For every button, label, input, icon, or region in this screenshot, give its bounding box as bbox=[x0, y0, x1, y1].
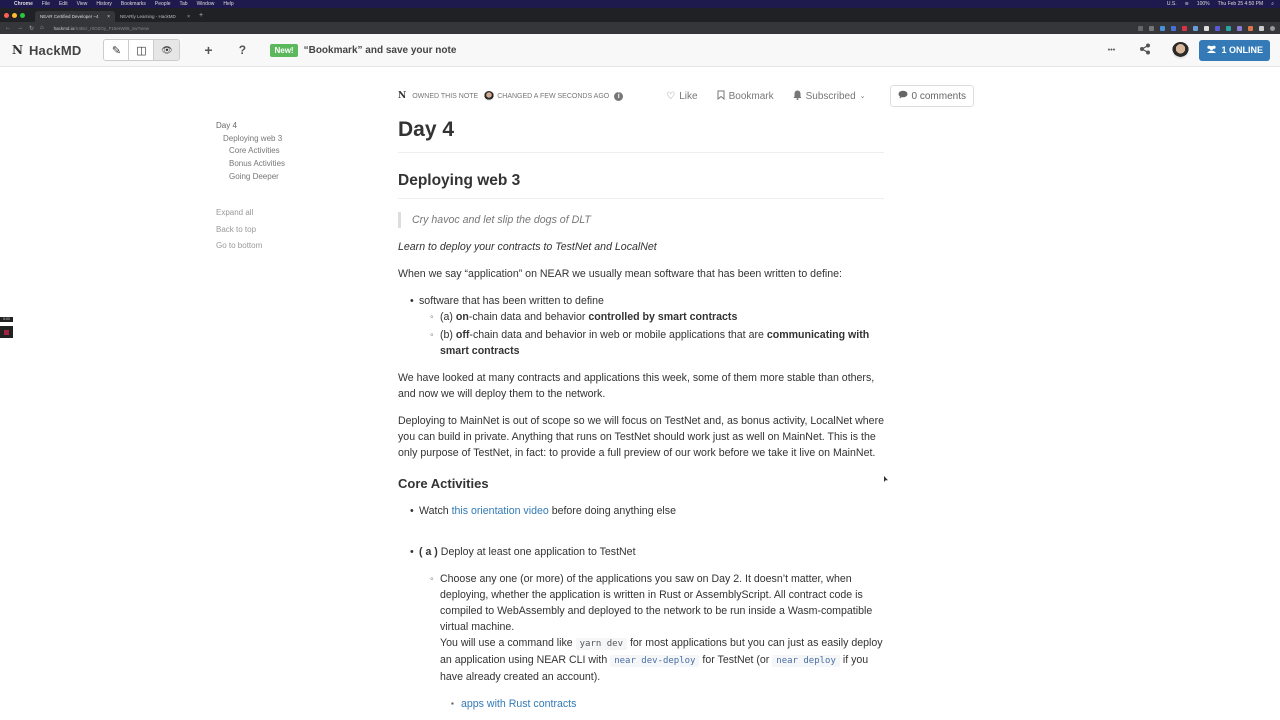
paragraph-mainnet: Deploying to MainNet is out of scope so we will focus on TestNet and, as bonus activity, LocalNet where you can build in private. Anything that runs on TestNet should work just as well on MainNet. This is the only purpose of TestNet, in fact: to provide a full preview of our work before we take it live on MainNet. bbox=[398, 415, 884, 459]
menu-view[interactable]: View bbox=[76, 1, 88, 7]
item-text: -chain data and behavior in web or mobile applications that are bbox=[469, 329, 767, 341]
heading-core-activities: Core Activities bbox=[398, 476, 489, 491]
item-prefix: (b) bbox=[440, 329, 456, 341]
sub-list bbox=[419, 309, 884, 359]
extension-icon[interactable] bbox=[1248, 26, 1253, 31]
extension-icon[interactable] bbox=[1171, 26, 1176, 31]
item-text: for TestNet (or bbox=[699, 654, 773, 666]
zoom-window-button[interactable] bbox=[20, 13, 25, 18]
menu-help[interactable]: Help bbox=[223, 1, 234, 7]
browser-tabstrip bbox=[0, 8, 1280, 22]
item-text: Watch bbox=[419, 505, 452, 517]
menu-app[interactable]: Chrome bbox=[14, 1, 33, 7]
status-area bbox=[1167, 1, 1274, 7]
extension-icon[interactable] bbox=[1182, 26, 1187, 31]
list-item bbox=[419, 293, 884, 359]
menu-edit[interactable]: Edit bbox=[58, 1, 68, 7]
forward-icon[interactable]: → bbox=[17, 25, 23, 31]
list-item-watch bbox=[419, 503, 884, 519]
online-count: 1 ONLINE bbox=[1221, 45, 1263, 55]
extension-icon[interactable] bbox=[1215, 26, 1220, 31]
near-logo-icon: N bbox=[12, 43, 23, 57]
url-host: hackmd.io bbox=[53, 25, 75, 31]
users-icon bbox=[1206, 45, 1217, 56]
share-icon[interactable] bbox=[1128, 43, 1162, 58]
back-icon[interactable]: ← bbox=[5, 25, 11, 31]
editor-avatar bbox=[484, 91, 494, 101]
go-to-bottom-link[interactable]: Go to bottom bbox=[216, 241, 263, 251]
new-note-button[interactable]: + bbox=[204, 42, 213, 58]
announcement-link[interactable]: “Bookmark” and save your note bbox=[303, 44, 457, 56]
comments-count: 0 comments bbox=[911, 90, 966, 102]
subscribe-dropdown[interactable] bbox=[793, 90, 866, 103]
reload-icon[interactable]: ↻ bbox=[29, 25, 35, 32]
lead-paragraph: Learn to deploy your contracts to TestNet and LocalNet bbox=[398, 241, 657, 253]
list-item-onchain bbox=[440, 309, 884, 325]
more-menu-icon[interactable]: ••• bbox=[1107, 46, 1116, 54]
toc-item-day-4[interactable]: Day 4 bbox=[216, 121, 237, 130]
like-label: Like bbox=[679, 90, 698, 102]
clock[interactable]: Thu Feb 25 4:50 PM bbox=[1217, 1, 1264, 7]
item-text: -chain data and behavior bbox=[468, 311, 589, 323]
extension-icon[interactable] bbox=[1204, 26, 1209, 31]
list-item-task-a bbox=[419, 544, 884, 712]
chevron-down-icon: ⌄ bbox=[859, 93, 866, 100]
extension-icon[interactable] bbox=[1226, 26, 1231, 31]
online-users-button[interactable] bbox=[1199, 40, 1270, 61]
mouse-cursor-icon bbox=[884, 476, 888, 482]
toc-item-bonus-activities[interactable]: Bonus Activities bbox=[229, 159, 286, 169]
minimize-window-button[interactable] bbox=[12, 13, 17, 18]
changed-label: CHANGED A FEW SECONDS AGO bbox=[497, 92, 610, 100]
note-actions bbox=[647, 85, 974, 107]
eye-icon: 👁 bbox=[161, 44, 173, 55]
menu-history[interactable]: History bbox=[96, 1, 112, 7]
zoom-icon[interactable] bbox=[1138, 26, 1143, 31]
brand-name: HackMD bbox=[28, 42, 82, 58]
core-activities-list bbox=[398, 503, 884, 712]
navbar-right bbox=[1094, 40, 1270, 61]
item-text: for most applications but you can just as easily deploy an application using NEAR CLI with bbox=[440, 637, 883, 666]
subscribed-label: Subscribed bbox=[805, 90, 856, 102]
heading-day-4: Day 4 bbox=[398, 110, 884, 153]
item-prefix: (a) bbox=[440, 311, 456, 323]
list-item-rust bbox=[461, 696, 884, 712]
menu-bookmarks[interactable]: Bookmarks bbox=[120, 1, 146, 7]
view-mode-toggle bbox=[103, 39, 180, 61]
bookmark-button[interactable] bbox=[717, 90, 774, 103]
bold-text: on bbox=[455, 311, 469, 323]
url-path: /X4Bcr_r0OZOy_F15eIW85_sw?view bbox=[74, 25, 149, 31]
comments-button[interactable] bbox=[890, 85, 974, 107]
new-tab-icon[interactable]: + bbox=[199, 11, 204, 19]
quote: Cry havoc and let slip the dogs of DLT bbox=[398, 212, 884, 228]
code-near-deploy: near deploy bbox=[772, 655, 840, 667]
stop-icon bbox=[4, 330, 9, 335]
profile-icon[interactable] bbox=[1270, 26, 1275, 31]
list-item-offchain bbox=[440, 327, 884, 359]
note-meta-bar bbox=[398, 86, 974, 106]
recording-timer: 5:00 bbox=[0, 317, 13, 322]
menu-window[interactable]: Window bbox=[196, 1, 215, 7]
window-controls bbox=[4, 13, 25, 18]
item-text: Deploy at least one application to TestNet bbox=[437, 546, 636, 558]
close-tab-icon[interactable]: × bbox=[187, 13, 190, 20]
menu-people[interactable]: People bbox=[154, 1, 171, 7]
mac-menubar bbox=[0, 0, 1280, 8]
extension-icon[interactable] bbox=[1160, 26, 1165, 31]
brand[interactable] bbox=[12, 43, 81, 58]
view-mode-button[interactable] bbox=[154, 40, 179, 60]
owner-logo-icon: N bbox=[398, 91, 407, 101]
address-bar[interactable] bbox=[54, 26, 149, 31]
menu-tab[interactable]: Tab bbox=[179, 1, 188, 7]
browser-tab-active[interactable] bbox=[35, 11, 115, 22]
item-text: if you have already created an account). bbox=[440, 654, 869, 683]
star-icon[interactable] bbox=[1149, 26, 1154, 31]
toc-item-core-activities[interactable]: Core Activities bbox=[229, 146, 280, 156]
table-of-contents bbox=[216, 120, 285, 255]
comment-icon bbox=[898, 90, 908, 102]
input-source[interactable]: U.S. bbox=[1166, 1, 1177, 7]
stop-recording-button[interactable] bbox=[0, 326, 13, 338]
orientation-video-link[interactable]: this orientation video bbox=[451, 505, 549, 517]
like-button[interactable] bbox=[666, 91, 697, 102]
back-to-top-link[interactable]: Back to top bbox=[216, 224, 257, 234]
help-button[interactable]: ? bbox=[238, 43, 247, 57]
info-icon[interactable]: i bbox=[614, 92, 623, 101]
heading-deploying-web-3: Deploying web 3 bbox=[398, 171, 884, 199]
task-a-sublist bbox=[419, 571, 884, 712]
spotlight-icon[interactable]: ⌕ bbox=[1271, 1, 1274, 7]
markdown-body bbox=[398, 110, 884, 712]
puzzle-icon[interactable] bbox=[1259, 26, 1264, 31]
app-links-list bbox=[440, 696, 884, 712]
bookmark-icon bbox=[717, 90, 725, 103]
close-tab-icon[interactable]: × bbox=[107, 13, 110, 20]
browser-tab[interactable] bbox=[115, 11, 195, 22]
toc-item-deploying-web-3[interactable]: Deploying web 3 bbox=[223, 133, 283, 143]
columns-icon: ◫ bbox=[136, 44, 147, 57]
expand-all-link[interactable]: Expand all bbox=[216, 208, 254, 218]
home-icon[interactable]: ⌂ bbox=[40, 25, 44, 31]
list-item-choose bbox=[440, 571, 884, 712]
owned-label: OWNED THIS NOTE bbox=[412, 92, 479, 100]
bold-text: communicating with smart contracts bbox=[440, 329, 870, 357]
list-item-text: software that has been written to define bbox=[419, 295, 604, 307]
edit-mode-button[interactable] bbox=[104, 40, 129, 60]
item-text: You will use a command like bbox=[440, 637, 576, 649]
tab-title: NEARly Learning - HackMD bbox=[120, 14, 176, 19]
paragraph-application: When we say “application” on NEAR we usually mean software that has been written to define: bbox=[398, 268, 842, 280]
hackmd-navbar bbox=[0, 34, 1280, 67]
menu-file[interactable]: File bbox=[41, 1, 50, 7]
wifi-icon[interactable]: ≋ bbox=[1184, 1, 1189, 7]
paragraph-contracts: We have looked at many contracts and applications this week, some of them more stable than others, and now we will deploy them to the network. bbox=[398, 372, 875, 400]
rust-contracts-link[interactable]: apps with Rust contracts bbox=[461, 698, 577, 710]
pencil-icon: ✎ bbox=[111, 44, 122, 57]
both-mode-button[interactable] bbox=[129, 40, 154, 60]
user-avatar[interactable] bbox=[1172, 42, 1189, 59]
item-text: Choose any one (or more) of the applications you saw on Day 2. It doesn’t matter, when deploying, whether the application is written in Rust or AssemblyScript. All contract code is compiled to WebAssembly and deployed to the network to be run inside a Wasm-compatible virtual machine. bbox=[440, 573, 873, 633]
bell-icon bbox=[793, 90, 802, 103]
browser-toolbar bbox=[0, 22, 1280, 34]
close-window-button[interactable] bbox=[4, 13, 9, 18]
extension-icon[interactable] bbox=[1193, 26, 1198, 31]
item-text: before doing anything else bbox=[548, 505, 676, 517]
bold-text: off bbox=[455, 329, 470, 341]
new-badge: New! bbox=[270, 44, 297, 57]
code-yarn-dev: yarn dev bbox=[576, 638, 627, 650]
extension-icon[interactable] bbox=[1237, 26, 1242, 31]
extensions-area bbox=[1138, 26, 1275, 31]
code-near-dev-deploy: near dev-deploy bbox=[610, 655, 699, 667]
task-label: ( a ) bbox=[419, 546, 438, 558]
bold-text: controlled by smart contracts bbox=[588, 311, 738, 323]
battery-status[interactable]: 100% bbox=[1196, 1, 1210, 7]
definition-list bbox=[398, 293, 884, 359]
tab-title: NEAR Certified Developer –4 bbox=[40, 14, 99, 19]
heart-icon: ♡ bbox=[666, 90, 676, 102]
bookmark-label: Bookmark bbox=[728, 90, 774, 102]
toc-item-going-deeper[interactable]: Going Deeper bbox=[229, 171, 279, 181]
